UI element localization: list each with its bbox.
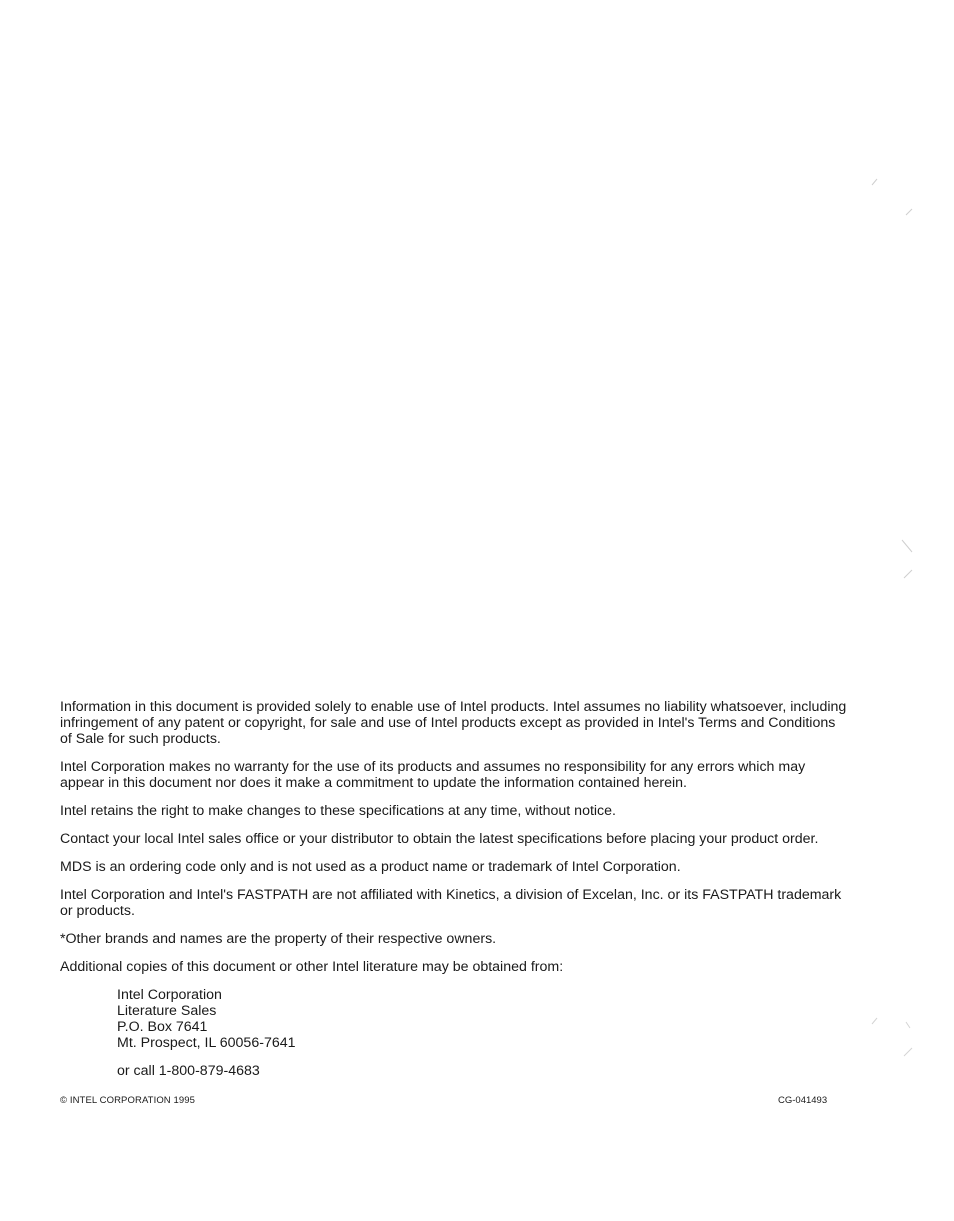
address-line: P.O. Box 7641 bbox=[117, 1019, 208, 1035]
notice-paragraph: Information in this document is provided solely to enable use of Intel products. Intel assumes no liability whatsoever, including infringement of any patent or copyright, for sale and use of Intel products except as provided in Intel's Terms and Conditions of Sale for such products. bbox=[60, 699, 847, 747]
copyright-notice: © INTEL CORPORATION 1995 bbox=[60, 1095, 196, 1106]
notice-paragraph: Contact your local Intel sales office or your distributor to obtain the latest specifications before placing your product order. bbox=[60, 831, 819, 847]
address-line: Literature Sales bbox=[117, 1003, 217, 1019]
order-code: CG-041493 bbox=[778, 1095, 828, 1106]
legal-notice bbox=[60, 699, 850, 1079]
address-line: Intel Corporation bbox=[117, 987, 222, 1003]
mailing-address bbox=[117, 987, 850, 1051]
notice-paragraph: Intel Corporation and Intel's FASTPATH are not affiliated with Kinetics, a division of Excelan, Inc. or its FASTPATH trademark or products. bbox=[60, 887, 842, 919]
punch-hole-mark bbox=[868, 1014, 914, 1060]
address-line: Mt. Prospect, IL 60056-7641 bbox=[117, 1035, 296, 1051]
phone-line: or call 1-800-879-4683 bbox=[117, 1063, 260, 1079]
notice-paragraph: MDS is an ordering code only and is not used as a product name or trademark of Intel Corporation. bbox=[60, 859, 681, 875]
punch-hole-mark bbox=[868, 536, 914, 582]
notice-paragraph: *Other brands and names are the property of their respective owners. bbox=[60, 931, 497, 947]
punch-hole-mark bbox=[868, 175, 914, 221]
notice-paragraph: Intel Corporation makes no warranty for the use of its products and assumes no responsibility for any errors which may appear in this document nor does it make a commitment to update the information contained herein. bbox=[60, 759, 806, 791]
notice-paragraph: Intel retains the right to make changes to these specifications at any time, without notice. bbox=[60, 803, 616, 819]
notice-paragraph: Additional copies of this document or other Intel literature may be obtained from: bbox=[60, 959, 564, 975]
